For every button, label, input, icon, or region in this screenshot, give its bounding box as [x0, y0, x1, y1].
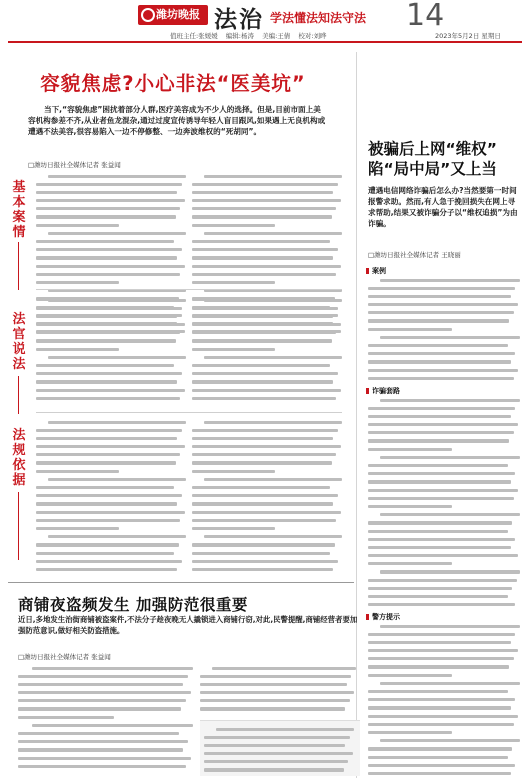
text-line [192, 541, 342, 549]
tag-judge-says-label: 法官说法 [12, 312, 26, 372]
text-line [36, 467, 186, 475]
text-line [36, 443, 186, 451]
text-line [36, 370, 186, 378]
text-line [18, 730, 193, 738]
text-line [192, 188, 342, 196]
text-line [36, 362, 186, 370]
text-line [368, 358, 520, 366]
text-line [368, 560, 520, 568]
text-line [368, 301, 520, 309]
text-line [18, 680, 193, 688]
text-line [368, 429, 520, 437]
text-line [368, 761, 520, 769]
text-line [18, 754, 193, 762]
main-byline: □潍坊日报社全媒体记者 张益闻 [28, 161, 121, 169]
text-line [36, 254, 186, 262]
text-line [192, 394, 342, 402]
text-line [368, 720, 520, 728]
text-line [36, 205, 186, 213]
bottom-story-lead: 近日,多地发生治街商铺被盗案件,不法分子趁夜晚无人撬锁进入商铺行窃,对此,民警提醒,商铺经营者要加强防范意识,做好相关防盗措施。 [18, 615, 358, 635]
text-line [36, 197, 186, 205]
text-line [192, 246, 342, 254]
note-body [204, 725, 354, 775]
tag-divider [18, 376, 19, 414]
text-line [36, 270, 186, 278]
text-line [368, 576, 520, 584]
text-line [36, 524, 186, 532]
staff-proofreader: 校对:刘晔 [298, 32, 327, 40]
text-line [368, 366, 520, 374]
main-lead: 当下,“容貌焦虑”困扰着部分人群,医疗美容成为不少人的选择。但是,目前市面上美容机构参差不齐,从业者鱼龙混杂,通过过度宣传诱导年轻人盲目跟风,如果遇上无良机构或遭遇不法美容,很容易陷入一边不停修整、一边奔波维权的“死胡同”。 [28, 105, 326, 137]
brand-name: 潍坊晚报 [156, 8, 200, 21]
staff-editor: 编辑:杨涛 [225, 32, 254, 40]
text-line [192, 500, 342, 508]
text-line [204, 733, 354, 741]
newspaper-logo [138, 5, 208, 25]
section-divider [36, 412, 342, 413]
text-line [368, 342, 520, 350]
text-line [36, 229, 186, 237]
text-line [192, 484, 342, 492]
text-line [36, 329, 186, 337]
text-line [192, 378, 342, 386]
text-line [36, 296, 186, 304]
text-line [36, 238, 186, 246]
text-line [200, 672, 356, 680]
header-divider [8, 41, 522, 43]
text-line [18, 738, 193, 746]
text-line [36, 484, 186, 492]
text-line [368, 704, 520, 712]
text-line [192, 172, 342, 180]
text-line [368, 568, 520, 576]
text-line [36, 287, 186, 295]
text-line [368, 712, 520, 720]
text-line [200, 697, 356, 705]
text-line [36, 378, 186, 386]
body-column [36, 296, 186, 408]
text-line [192, 370, 342, 378]
tag-legal-basis [10, 428, 28, 488]
text-line [36, 516, 186, 524]
text-line [192, 565, 342, 573]
side-subhead-tricks: 诈骗套路 [366, 386, 400, 396]
section-title: 法治 [214, 7, 264, 33]
text-line [36, 451, 186, 459]
staff-line [170, 31, 520, 40]
text-line [368, 453, 520, 461]
text-line [368, 494, 520, 502]
text-line [368, 584, 520, 592]
side-story-lead: 遭遇电信网络诈骗后怎么办?当然要第一时间报警求助。然而,有人急于挽回损失在网上寻求帮助,结果又被诈骗分子以“维权追损”为由诈骗。 [368, 186, 518, 228]
text-line [368, 437, 520, 445]
text-line [36, 262, 186, 270]
text-line [200, 705, 356, 713]
bottom-story-title: 商铺夜盗频发生 加强防范很重要 [18, 596, 248, 614]
side-story-title: 被骗后上网“维权” 陷“局中局”又上当 [368, 140, 497, 178]
text-line [192, 197, 342, 205]
text-line [192, 549, 342, 557]
text-line [18, 713, 193, 721]
text-line [204, 750, 354, 758]
side-body-column [368, 622, 520, 778]
page-header [0, 0, 530, 44]
text-line [36, 557, 186, 565]
text-line [204, 725, 354, 733]
text-line [192, 238, 342, 246]
text-line [368, 688, 520, 696]
text-line [368, 671, 520, 679]
text-line [368, 511, 520, 519]
bottom-story-byline: □潍坊日报社全媒体记者 张益闻 [18, 653, 111, 661]
text-line [36, 278, 186, 286]
text-line [36, 565, 186, 573]
text-line [192, 516, 342, 524]
text-line [36, 508, 186, 516]
text-line [36, 500, 186, 508]
text-line [18, 689, 193, 697]
text-line [368, 333, 520, 341]
text-line [368, 462, 520, 470]
side-subhead-tips: 警方提示 [366, 612, 400, 622]
text-line [368, 552, 520, 560]
issue-date: 2023年5月2日 星期日 [435, 32, 501, 40]
text-line [192, 508, 342, 516]
text-line [192, 270, 342, 278]
text-line [368, 421, 520, 429]
text-line [368, 445, 520, 453]
text-line [368, 601, 520, 609]
main-headline: 容貌焦虑?小心非法“医美坑” [40, 72, 306, 95]
text-line [192, 296, 342, 304]
body-column [36, 418, 186, 574]
text-line [192, 524, 342, 532]
text-line [36, 172, 186, 180]
text-line [368, 737, 520, 745]
column-divider [356, 52, 357, 778]
text-line [192, 426, 342, 434]
text-line [204, 741, 354, 749]
text-line [368, 769, 520, 777]
bottom-body-column [18, 664, 193, 778]
text-line [36, 418, 186, 426]
text-line [192, 345, 342, 353]
text-line [368, 284, 520, 292]
story-divider [8, 582, 354, 583]
text-line [368, 502, 520, 510]
text-line [192, 443, 342, 451]
text-line [368, 396, 520, 404]
text-line [36, 459, 186, 467]
related-note-box [200, 720, 360, 776]
text-line [368, 527, 520, 535]
text-line [200, 689, 356, 697]
text-line [192, 386, 342, 394]
text-line [192, 278, 342, 286]
tag-case-facts-label: 基本案情 [12, 180, 26, 240]
text-line [192, 418, 342, 426]
text-line [192, 467, 342, 475]
text-line [192, 492, 342, 500]
text-line [18, 664, 193, 672]
text-line [192, 434, 342, 442]
text-line [368, 622, 520, 630]
text-line [368, 478, 520, 486]
text-line [18, 672, 193, 680]
text-line [36, 533, 186, 541]
text-line [192, 287, 342, 295]
text-line [36, 386, 186, 394]
text-line [368, 593, 520, 601]
tag-divider [18, 492, 19, 560]
text-line [368, 535, 520, 543]
text-line [204, 766, 354, 774]
text-line [192, 362, 342, 370]
body-column [192, 296, 342, 408]
text-line [36, 304, 186, 312]
text-line [192, 312, 342, 320]
text-line [36, 426, 186, 434]
side-story-byline: □潍坊日报社全媒体记者 王晓丽 [368, 251, 461, 259]
text-line [192, 353, 342, 361]
text-line [18, 697, 193, 705]
bottom-body-column [200, 664, 356, 718]
text-line [192, 254, 342, 262]
text-line [36, 345, 186, 353]
text-line [192, 557, 342, 565]
text-line [368, 350, 520, 358]
text-line [204, 758, 354, 766]
text-line [368, 404, 520, 412]
text-line [368, 543, 520, 551]
text-line [192, 221, 342, 229]
text-line [192, 321, 342, 329]
tag-case-facts [10, 180, 28, 240]
tag-judge-says [10, 312, 28, 372]
tag-legal-basis-label: 法规依据 [12, 428, 26, 488]
text-line [36, 180, 186, 188]
text-line [368, 647, 520, 655]
section-slogan: 学法懂法知法守法 [270, 11, 367, 25]
text-line [36, 188, 186, 196]
text-line [200, 664, 356, 672]
text-line [192, 262, 342, 270]
side-subhead-case: 案例 [366, 266, 386, 276]
text-line [36, 475, 186, 483]
text-line [36, 541, 186, 549]
text-line [192, 337, 342, 345]
text-line [18, 721, 193, 729]
text-line [368, 630, 520, 638]
text-line [368, 276, 520, 284]
text-line [368, 663, 520, 671]
text-line [36, 394, 186, 402]
text-line [192, 451, 342, 459]
text-line [192, 180, 342, 188]
text-line [36, 492, 186, 500]
text-line [36, 321, 186, 329]
text-line [36, 549, 186, 557]
text-line [368, 728, 520, 736]
text-line [368, 486, 520, 494]
text-line [36, 312, 186, 320]
text-line [192, 329, 342, 337]
text-line [368, 679, 520, 687]
logo-seal-icon [141, 8, 155, 22]
page-number: 14 [406, 0, 445, 33]
text-line [368, 292, 520, 300]
text-line [368, 412, 520, 420]
text-line [36, 246, 186, 254]
section-divider [36, 289, 342, 290]
text-line [192, 304, 342, 312]
text-line [192, 533, 342, 541]
text-line [368, 519, 520, 527]
staff-duty: 值班主任:张媛媛 [170, 32, 218, 40]
text-line [368, 317, 520, 325]
text-line [192, 475, 342, 483]
text-line [36, 213, 186, 221]
text-line [18, 705, 193, 713]
text-line [368, 374, 520, 382]
side-body-column [368, 396, 520, 610]
text-line [200, 680, 356, 688]
text-line [192, 205, 342, 213]
text-line [36, 434, 186, 442]
text-line [192, 459, 342, 467]
body-column [192, 418, 342, 574]
text-line [18, 762, 193, 770]
staff-designer: 美编:王倩 [262, 32, 291, 40]
text-line [18, 746, 193, 754]
text-line [36, 353, 186, 361]
text-line [368, 655, 520, 663]
tag-divider [18, 242, 19, 290]
text-line [368, 470, 520, 478]
text-line [368, 696, 520, 704]
text-line [36, 221, 186, 229]
text-line [368, 325, 520, 333]
text-line [192, 229, 342, 237]
side-body-column [368, 276, 520, 382]
text-line [192, 213, 342, 221]
text-line [368, 753, 520, 761]
text-line [368, 638, 520, 646]
text-line [36, 337, 186, 345]
text-line [368, 309, 520, 317]
text-line [368, 745, 520, 753]
